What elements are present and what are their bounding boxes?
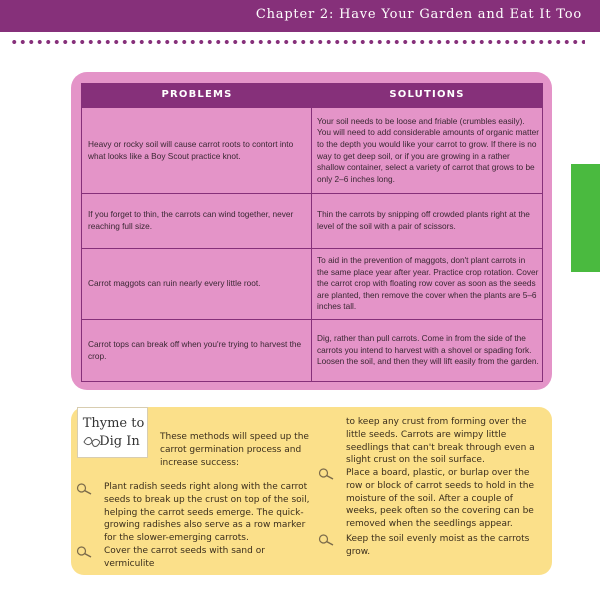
solutions-header: SOLUTIONS <box>389 89 465 100</box>
tip-intro: These methods will speed up the carrot germination process and increase success: <box>160 432 309 468</box>
magnifier-icon <box>318 468 334 480</box>
column-divider <box>311 108 312 381</box>
logo-line-1: Thyme to <box>82 416 145 431</box>
table-row-2-problem <box>88 194 306 248</box>
tip-bullet-left-2: Cover the carrot seeds with sand or vermiculite <box>104 546 265 569</box>
table-row-3-problem <box>88 249 306 319</box>
tip-bullet-right-2: Keep the soil evenly moist as the carrots grow. <box>346 534 530 557</box>
magnifier-icon <box>76 546 92 558</box>
tip-continuation: to keep any crust from forming over the little seeds. Carrots are wimpy little seedlings that can't break through even a slight crust on the soil surface. <box>346 417 535 466</box>
table-header-row <box>82 84 542 108</box>
problem-text: If you forget to thin, the carrots can wind together, never reaching full size. <box>88 209 294 231</box>
problems-solutions-table <box>81 83 543 382</box>
tip-bullet-left-1: Plant radish seeds right along with the carrot seeds to break up the crust on top of the soil, helping the carrot seeds emerge. The quick-growing radishes also serve as a row marker for the slower-emerging carrots. <box>104 482 310 544</box>
solution-text: Dig, rather than pull carrots. Come in from the side of the carrots you intend to harvest with a shovel or spading fork. Loosen the soil, and then they will lift easily from the garden. <box>317 333 539 367</box>
solution-text: To aid in the prevention of maggots, don't plant carrots in the same place year after year. Practice crop rotation. Cover the carrot crop with floating row cover as soon as the seeds are planted, then remove the cover when the plants are 5–6 inches tall. <box>317 255 539 312</box>
problems-header: PROBLEMS <box>161 89 233 100</box>
solution-text: Thin the carrots by snipping off crowded plants right at the level of the soil with a pair of scissors. <box>317 209 530 231</box>
dotted-divider <box>10 39 585 45</box>
problem-text: Heavy or rocky soil will cause carrot roots to contort into what looks like a Boy Scout practice knot. <box>88 138 294 161</box>
solution-text: Your soil needs to be loose and friable (crumbles easily). You will need to add considerable amounts of organic matter to the depth you would like your carrot to grow. If there is no way to get deep soil, or if you are growing in a rather shallow container, select a variety of carrot that grows to be only 2–6 inches long. <box>317 115 540 184</box>
table-row-2-solution <box>317 194 539 248</box>
thyme-to-dig-in-logo <box>77 407 148 458</box>
magnifier-icon <box>76 483 92 495</box>
chapter-header-bar <box>0 0 600 32</box>
logo-line-2: Dig In <box>99 434 140 449</box>
table-row-3-solution <box>317 249 539 319</box>
table-row-1-solution <box>317 108 539 193</box>
magnifier-icon <box>318 534 334 546</box>
problem-text: Carrot tops can break off when you're trying to harvest the crop. <box>88 338 302 361</box>
tip-bullet-right-1: Place a board, plastic, or burlap over the row or block of carrot seeds to hold in the moisture of the soil. After a couple of weeks, peek often so the covering can be removed when the seedlings appear. <box>346 468 535 530</box>
chapter-side-tab <box>571 164 600 272</box>
table-row-4-problem <box>88 320 306 381</box>
table-row-4-solution <box>317 320 539 381</box>
problem-text: Carrot maggots can ruin nearly every little root. <box>88 278 261 289</box>
chapter-title: Chapter 2: Have Your Garden and Eat It Too <box>255 7 582 22</box>
table-row-1-problem <box>88 108 306 193</box>
